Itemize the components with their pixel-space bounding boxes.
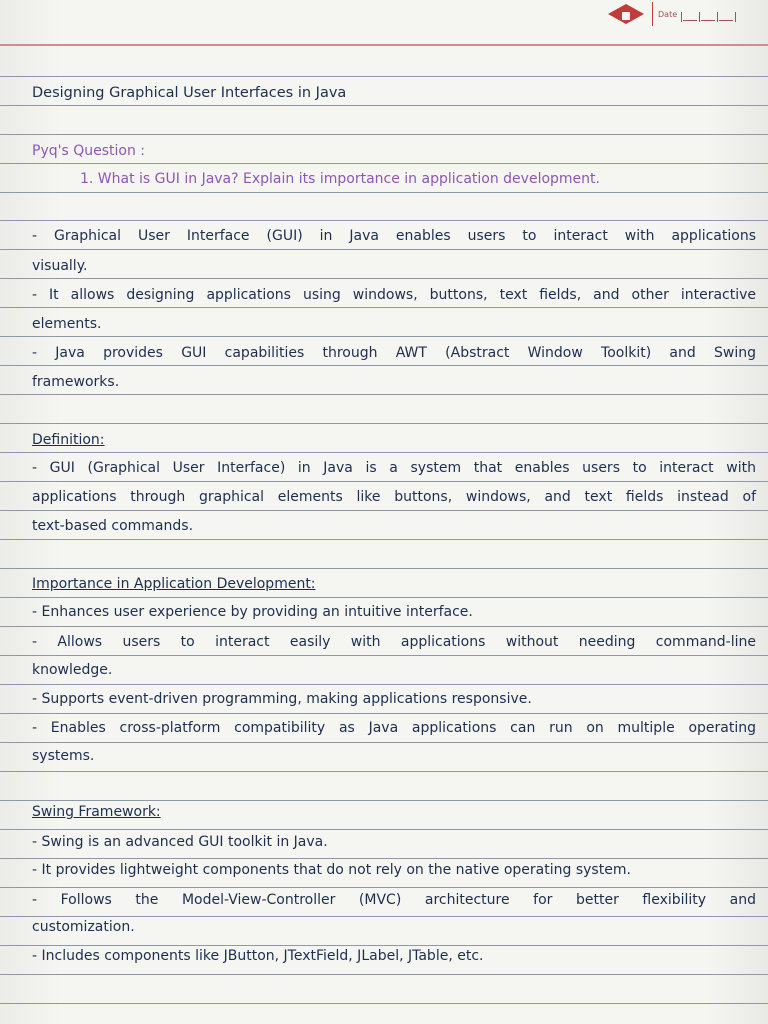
definition-line: - GUI (Graphical User Interface) in Java is a system that enables users to interact with	[32, 460, 756, 476]
intro-line: - Java provides GUI capabilities through AWT (Abstract Window Toolkit) and Swing	[32, 345, 756, 361]
intro-line: - Graphical User Interface (GUI) in Java enables users to interact with applications	[32, 228, 756, 244]
pyq-label: Pyq's Question :	[32, 143, 145, 159]
intro-line: - It allows designing applications using windows, buttons, text fields, and other interactive	[32, 287, 756, 303]
definition-heading: Definition:	[32, 432, 105, 448]
definition-line: applications through graphical elements like buttons, windows, and text fields instead of	[32, 489, 756, 505]
swing-line: - Swing is an advanced GUI toolkit in Java.	[32, 834, 328, 850]
swing-line: - Follows the Model-View-Controller (MVC) architecture for better flexibility and	[32, 892, 756, 908]
importance-line: - Enables cross-platform compatibility as Java applications can run on multiple operating	[32, 720, 756, 736]
intro-line: visually.	[32, 258, 88, 274]
page-title: Designing Graphical User Interfaces in Java	[32, 85, 347, 101]
page-top-margin-line	[0, 44, 768, 46]
swing-line: customization.	[32, 919, 135, 935]
date-label: Date	[658, 10, 678, 19]
pyq-question: 1. What is GUI in Java? Explain its importance in application development.	[80, 171, 600, 187]
swing-line: - Includes components like JButton, JTextField, JLabel, JTable, etc.	[32, 948, 484, 964]
notebook-brand-logo-icon	[606, 0, 646, 24]
importance-line: - Enhances user experience by providing an intuitive interface.	[32, 604, 473, 620]
swing-heading: Swing Framework:	[32, 804, 161, 820]
importance-line: - Allows users to interact easily with applications without needing command-line	[32, 634, 756, 650]
intro-line: frameworks.	[32, 374, 120, 390]
importance-heading: Importance in Application Development:	[32, 576, 316, 592]
definition-line: text-based commands.	[32, 518, 194, 534]
swing-line: - It provides lightweight components that do not rely on the native operating system.	[32, 862, 631, 878]
importance-line: systems.	[32, 748, 95, 764]
date-field	[652, 2, 768, 26]
intro-line: elements.	[32, 316, 102, 332]
importance-line: knowledge.	[32, 662, 113, 678]
importance-line: - Supports event-driven programming, making applications responsive.	[32, 691, 532, 707]
